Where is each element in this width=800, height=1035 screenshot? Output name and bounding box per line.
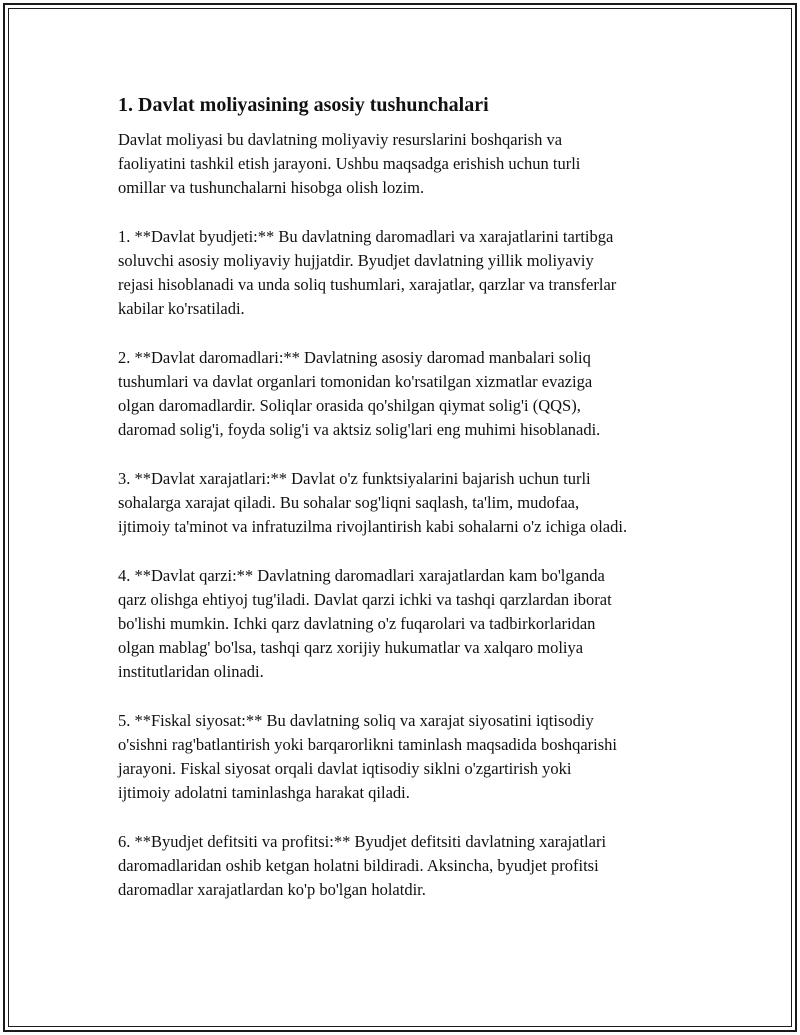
paragraph-line: qarz olishga ehtiyoj tug'iladi. Davlat qarzi ichki va tashqi qarzlardan iborat (118, 589, 612, 609)
paragraph-line: omillar va tushunchalarni hisobga olish lozim. (118, 178, 425, 198)
paragraph-fiskal-siyosat (118, 709, 698, 806)
section-heading: 1. Davlat moliyasining asosiy tushunchalari (118, 94, 489, 116)
paragraph-line: 1. **Davlat byudjeti:** Bu davlatning daromadlari va xarajatlarini tartibga (118, 226, 614, 246)
paragraph-line: kabilar ko'rsatiladi. (118, 299, 245, 319)
paragraph-line: tushumlari va davlat organlari tomonidan ko'rsatilgan xizmatlar evaziga (118, 372, 593, 391)
paragraph-line: soluvchi asosiy moliyaviy hujjatdir. Byudjet davlatning yillik moliyaviy (118, 251, 594, 270)
paragraph-davlat-xarajatlari (118, 467, 698, 540)
paragraph-line: institutlaridan olinadi. (118, 662, 264, 682)
paragraph-line: daromad solig'i, foyda solig'i va aktsiz solig'lari eng muhimi hisoblanadi. (118, 420, 601, 440)
intro-paragraph (118, 128, 698, 201)
paragraph-line: o'sishni rag'batlantirish yoki barqarorlikni taminlash maqsadida boshqarishi (118, 735, 618, 754)
paragraph-line: 6. **Byudjet defitsiti va profitsi:** Byudjet defitsiti davlatning xarajatlari (118, 831, 607, 851)
paragraph-line: daromadlar xarajatlardan ko'p bo'lgan holatdir. (118, 880, 426, 900)
paragraph-line: 3. **Davlat xarajatlari:** Davlat o'z funktsiyalarini bajarish uchun turli (118, 468, 591, 488)
paragraph-line: 4. **Davlat qarzi:** Davlatning daromadlari xarajatlardan kam bo'lganda (118, 565, 605, 585)
paragraph-line: jarayoni. Fiskal siyosat orqali davlat iqtisodiy siklni o'zgartirish yoki (118, 759, 572, 779)
paragraph-line: sohalarga xarajat qiladi. Bu sohalar sog'liqni saqlash, ta'lim, mudofaa, (118, 493, 580, 512)
paragraph-line: faoliyatini tashkil etish jarayoni. Ushbu maqsadga erishish uchun turli (118, 154, 581, 174)
paragraph-line: bo'lishi mumkin. Ichki qarz davlatning o'z fuqarolari va tadbirkorlaridan (118, 614, 596, 633)
paragraph-line: rejasi hisoblanadi va unda soliq tushumlari, xarajatlar, qarzlar va transferlar (118, 275, 617, 295)
paragraph-davlat-daromadlari (118, 346, 698, 443)
paragraph-line: Davlat moliyasi bu davlatning moliyaviy resurslarini boshqarish va (118, 130, 563, 149)
paragraph-davlat-qarzi (118, 564, 698, 685)
paragraph-line: 5. **Fiskal siyosat:** Bu davlatning soliq va xarajat siyosatini iqtisodiy (118, 710, 594, 730)
paragraph-byudjet-defitsiti (118, 830, 698, 903)
paragraph-line: olgan daromadlardir. Soliqlar orasida qo'shilgan qiymat solig'i (QQS), (118, 396, 581, 416)
document-body (118, 92, 698, 927)
paragraph-line: 2. **Davlat daromadlari:** Davlatning asosiy daromad manbalari soliq (118, 347, 591, 367)
paragraph-line: ijtimoiy ta'minot va infratuzilma rivojlantirish kabi sohalarni o'z ichiga oladi. (118, 517, 628, 537)
paragraph-line: daromadlaridan oshib ketgan holatni bildiradi. Aksincha, byudjet profitsi (118, 856, 599, 875)
paragraph-line: olgan mablag' bo'lsa, tashqi qarz xorijiy hukumatlar va xalqaro moliya (118, 638, 584, 658)
paragraph-davlat-byudjeti (118, 225, 698, 322)
paragraph-line: ijtimoiy adolatni taminlashga harakat qiladi. (118, 783, 410, 803)
